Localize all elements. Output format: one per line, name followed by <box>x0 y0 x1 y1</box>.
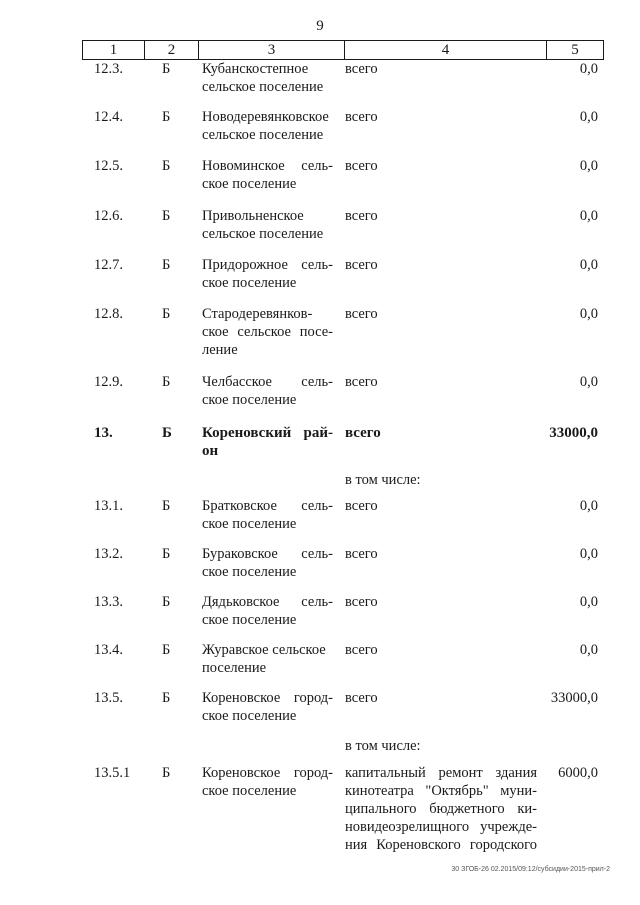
footer-filename: 30 ЗГОБ-26 02.2015/09:12/субсидии-2015-прил-2 <box>451 866 610 873</box>
row-kind: Б <box>162 306 171 322</box>
row-value: 33000,0 <box>549 425 598 441</box>
row-name: Братковское сель- ское поселение <box>202 498 333 532</box>
row-desc: всего <box>345 594 378 610</box>
row-kind: Б <box>162 158 171 174</box>
row-desc: всего <box>345 61 378 77</box>
row-desc: всего <box>345 642 378 658</box>
row-desc: всего <box>345 498 378 514</box>
row-value: 0,0 <box>579 306 598 322</box>
in-that-number-label: в том числе: <box>345 738 421 754</box>
row-value: 0,0 <box>579 109 598 125</box>
row-kind: Б <box>162 642 171 658</box>
row-name: Привольненское сельское поселение <box>202 208 324 242</box>
row-name: Стародеревянков- ское сельское посе- ление <box>202 306 333 358</box>
row-value: 0,0 <box>579 498 598 514</box>
row-value: 0,0 <box>579 158 598 174</box>
page-number: 9 <box>316 18 324 34</box>
row-kind: Б <box>162 208 171 224</box>
row-desc: всего <box>345 158 378 174</box>
row-kind: Б <box>162 425 172 441</box>
header-col-3: 3 <box>199 41 345 59</box>
row-name: Бураковское сель- ское поселение <box>202 546 333 580</box>
row-value: 0,0 <box>579 642 598 658</box>
row-name: Кореновское город- ское поселение <box>202 690 333 724</box>
row-number: 13.4. <box>94 642 123 658</box>
row-number: 12.7. <box>94 257 123 273</box>
row-kind: Б <box>162 690 171 706</box>
row-number: 13.2. <box>94 546 123 562</box>
row-desc: всего <box>345 425 381 441</box>
header-col-1: 1 <box>83 41 145 59</box>
row-number: 13.5. <box>94 690 123 706</box>
row-desc: всего <box>345 109 378 125</box>
row-value: 0,0 <box>579 594 598 610</box>
row-desc: всего <box>345 306 378 322</box>
row-desc: всего <box>345 690 378 706</box>
row-number: 13. <box>94 425 113 441</box>
row-name: Журавское сельское поселение <box>202 642 326 676</box>
row-value: 0,0 <box>579 208 598 224</box>
row-number: 12.4. <box>94 109 123 125</box>
row-value: 0,0 <box>579 257 598 273</box>
row-name: Кубанскостепное сельское поселение <box>202 61 324 95</box>
row-desc: всего <box>345 374 378 390</box>
row-name: Придорожное сель- ское поселение <box>202 257 333 291</box>
row-number: 12.3. <box>94 61 123 77</box>
row-number: 13.1. <box>94 498 123 514</box>
table-header <box>82 40 604 60</box>
row-desc: всего <box>345 208 378 224</box>
header-col-4: 4 <box>345 41 547 59</box>
row-number: 12.8. <box>94 306 123 322</box>
row-kind: Б <box>162 546 171 562</box>
row-value: 0,0 <box>579 61 598 77</box>
row-name: Челбасское сель- ское поселение <box>202 374 333 408</box>
header-col-5: 5 <box>571 42 579 58</box>
row-kind: Б <box>162 594 171 610</box>
row-number: 12.6. <box>94 208 123 224</box>
row-desc: капитальный ремонт здания кинотеатра "Октябрь" муни- ципального бюджетного ки- новидеозрелищного учрежде- ния Кореновского городского <box>345 765 537 853</box>
row-name: Новоминское сель- ское поселение <box>202 158 333 192</box>
in-that-number-label: в том числе: <box>345 472 421 488</box>
row-kind: Б <box>162 109 171 125</box>
row-number: 13.3. <box>94 594 123 610</box>
row-number: 13.5.1 <box>94 765 131 781</box>
row-name: Дядьковское сель- ское поселение <box>202 594 333 628</box>
row-kind: Б <box>162 498 171 514</box>
row-name: Новодеревянковское сельское поселение <box>202 109 329 143</box>
row-kind: Б <box>162 374 171 390</box>
row-desc: всего <box>345 546 378 562</box>
row-number: 12.9. <box>94 374 123 390</box>
header-col-2: 2 <box>145 41 199 59</box>
row-kind: Б <box>162 257 171 273</box>
row-kind: Б <box>162 765 171 781</box>
row-desc: всего <box>345 257 378 273</box>
row-name: Кореновский рай- он <box>202 425 333 459</box>
row-value: 0,0 <box>579 374 598 390</box>
row-name: Кореновское город- ское поселение <box>202 765 333 799</box>
row-value: 6000,0 <box>558 765 598 781</box>
row-kind: Б <box>162 61 171 77</box>
row-value: 0,0 <box>579 546 598 562</box>
row-value: 33000,0 <box>550 690 598 706</box>
row-number: 12.5. <box>94 158 123 174</box>
